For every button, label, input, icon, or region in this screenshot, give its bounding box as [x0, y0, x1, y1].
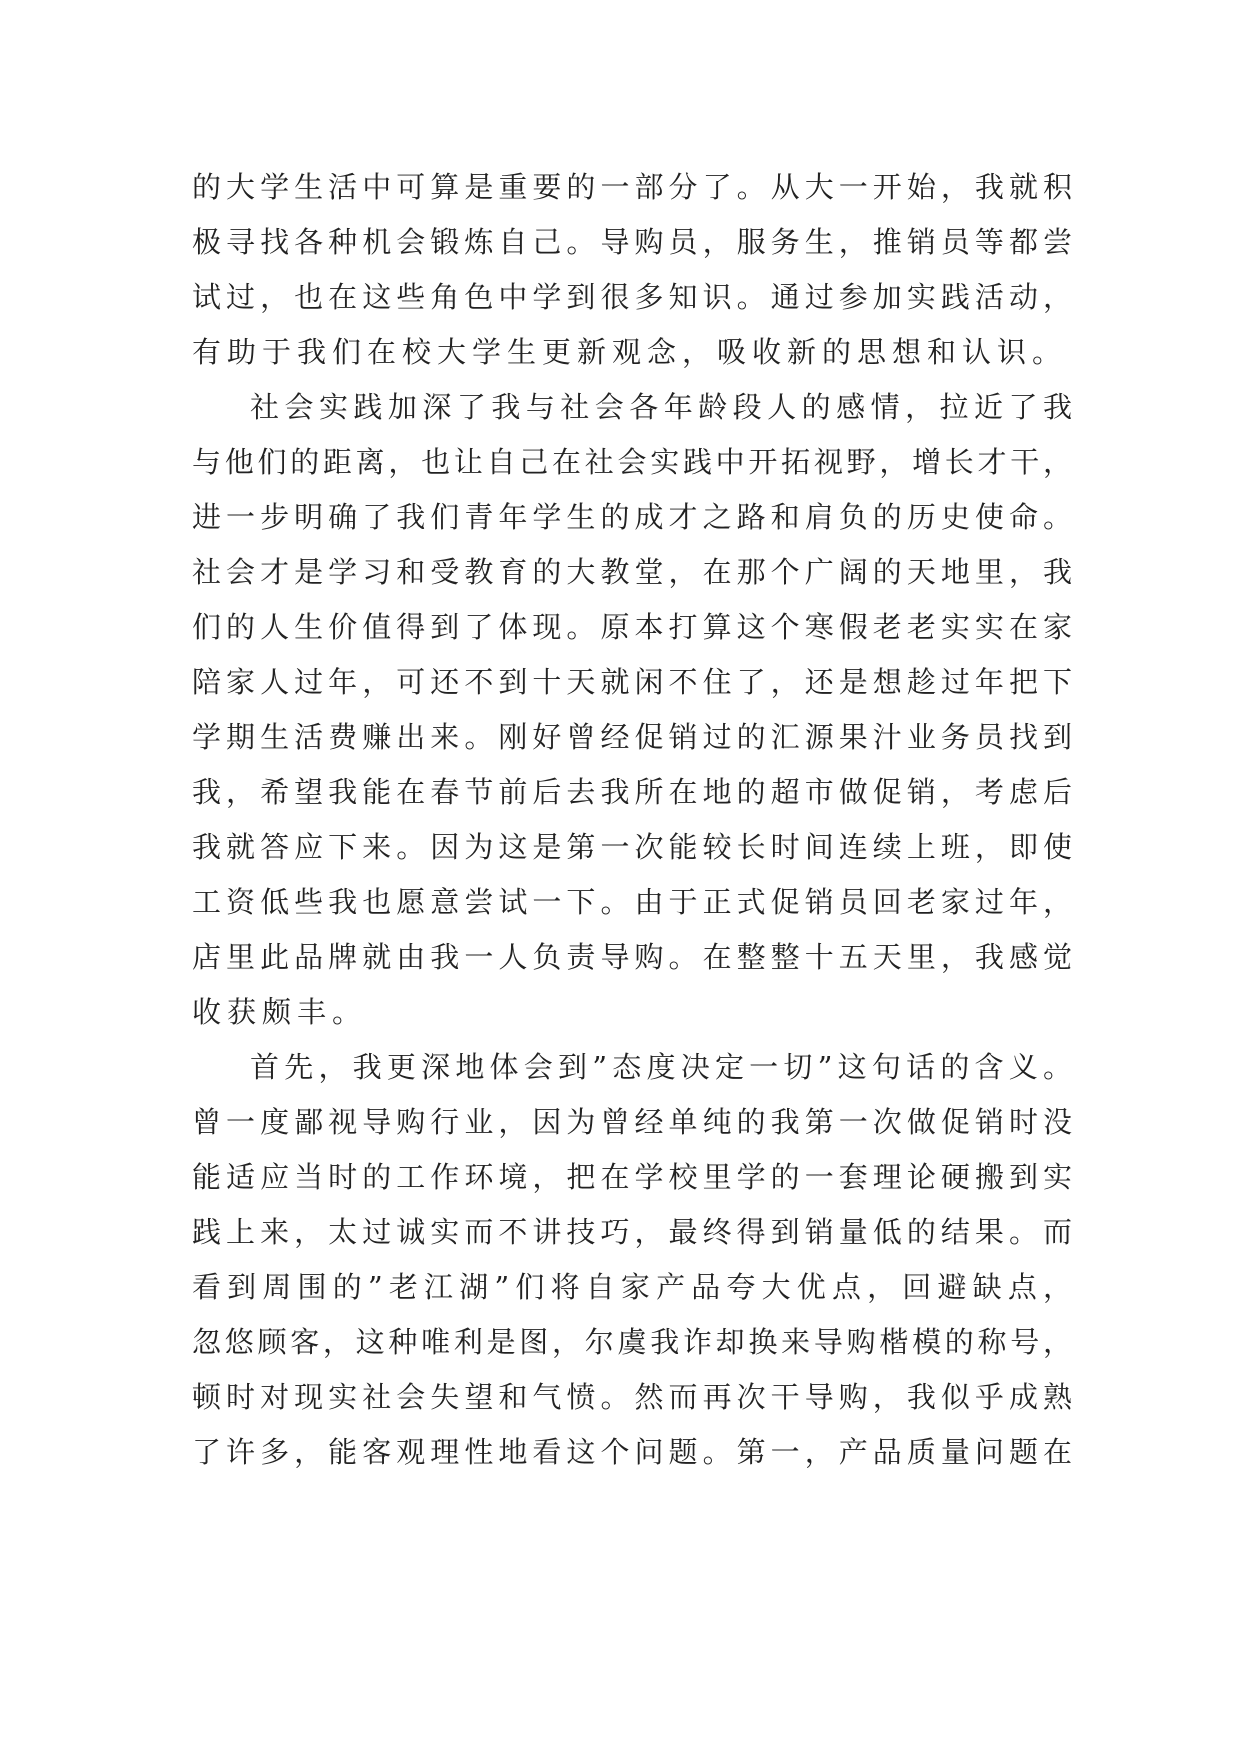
text-line: 的大学生活中可算是重要的一部分了。从大一开始，我就积	[192, 170, 1072, 204]
text-line: 社会才是学习和受教育的大教堂，在那个广阔的天地里，我	[192, 555, 1072, 589]
text-line: 能适应当时的工作环境，把在学校里学的一套理论硬搬到实	[192, 1160, 1072, 1194]
text-line: 看到周围的”老江湖”们将自家产品夸大优点，回避缺点，	[192, 1270, 1072, 1304]
text-line: 收获颇丰。	[192, 995, 368, 1029]
body-text	[192, 160, 1072, 1480]
text-line: 们的人生价值得到了体现。原本打算这个寒假老老实实在家	[192, 610, 1072, 644]
text-line: 我就答应下来。因为这是第一次能较长时间连续上班，即使	[192, 830, 1072, 864]
text-line: 陪家人过年，可还不到十天就闲不住了，还是想趁过年把下	[192, 665, 1072, 699]
text-line: 学期生活费赚出来。刚好曾经促销过的汇源果汁业务员找到	[192, 720, 1072, 754]
text-line: 了许多，能客观理性地看这个问题。第一，产品质量问题在	[192, 1435, 1072, 1469]
text-line: 顿时对现实社会失望和气愤。然而再次干导购，我似乎成熟	[192, 1380, 1072, 1414]
text-line: 工资低些我也愿意尝试一下。由于正式促销员回老家过年，	[192, 885, 1072, 919]
text-line: 忽悠顾客，这种唯利是图，尔虞我诈却换来导购楷模的称号，	[192, 1325, 1072, 1359]
text-line: 极寻找各种机会锻炼自己。导购员，服务生，推销员等都尝	[192, 225, 1072, 259]
text-line: 与他们的距离，也让自己在社会实践中开拓视野，增长才干，	[192, 445, 1072, 479]
text-line: 践上来，太过诚实而不讲技巧，最终得到销量低的结果。而	[192, 1215, 1072, 1249]
paragraph-start-line: 社会实践加深了我与社会各年龄段人的感情，拉近了我	[250, 390, 1072, 424]
text-line: 店里此品牌就由我一人负责导购。在整整十五天里，我感觉	[192, 940, 1072, 974]
text-line: 进一步明确了我们青年学生的成才之路和肩负的历史使命。	[192, 500, 1072, 534]
text-line: 有助于我们在校大学生更新观念，吸收新的思想和认识。	[192, 335, 1068, 369]
text-line: 试过，也在这些角色中学到很多知识。通过参加实践活动，	[192, 280, 1072, 314]
text-line: 曾一度鄙视导购行业，因为曾经单纯的我第一次做促销时没	[192, 1105, 1072, 1139]
text-line: 我，希望我能在春节前后去我所在地的超市做促销，考虑后	[192, 775, 1072, 809]
paragraph-start-line: 首先，我更深地体会到”态度决定一切”这句话的含义。	[250, 1050, 1072, 1084]
